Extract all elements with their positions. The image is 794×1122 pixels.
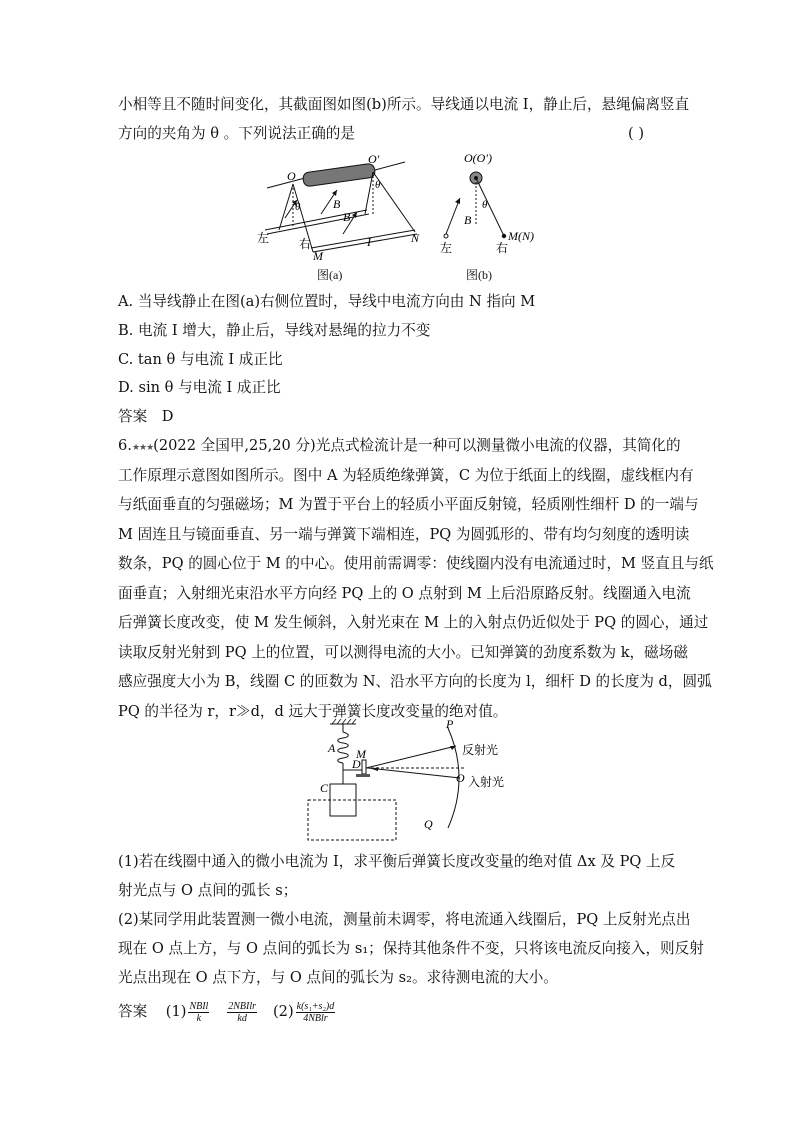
q6-line6: 面垂直；入射细光束沿水平方向经 PQ 上的 O 点射到 M 上后沿原路反射。线圈通入电流	[118, 585, 691, 602]
q5-stem-line1: 小相等且不随时间变化，其截面图如图(b)所示。导线通以电流 I，静止后，悬绳偏离竖直	[118, 96, 690, 113]
label-incident-light: 入射光	[468, 775, 505, 789]
option-a: A. 当导线静止在图(a)右侧位置时，导线中电流方向由 N 指向 M	[118, 293, 536, 310]
q6-line4: M 固连且与镜面垂直、另一端与弹簧下端相连，PQ 为圆弧形的、带有均匀刻度的透明读	[118, 526, 690, 543]
label-left: 左	[257, 231, 270, 245]
label-O-prime: O′	[368, 152, 380, 166]
answer-label: 答案	[118, 1003, 148, 1020]
label-P: P	[446, 717, 454, 731]
q6-line10: PQ 的半径为 r，r≫d，d 远大于弹簧长度改变量的绝对值。	[118, 703, 508, 720]
q6-line3: 与纸面垂直的匀强磁场；M 为置于平台上的轻质小平面反射镜，轻质刚性细杆 D 的一端与	[118, 496, 699, 513]
q6-sub2-line2: 现在 O 点上方，与 O 点间的弧长为 s₁；保持其他条件不变，只将该电流反向接入，则反射	[118, 940, 704, 957]
label-B-2: B	[343, 210, 351, 224]
q6-line1	[118, 436, 681, 458]
galvanometer-figure	[300, 717, 505, 848]
fraction-current: $\frac{\text{k(s₁+s₂)d}}{\text{4NBlr}}$	[296, 1000, 335, 1024]
q5-stem-line2: 方向的夹角为 θ 。下列说法正确的是	[118, 125, 355, 142]
q6-line1-text: (2022 全国甲,25,20 分)光点式检流计是一种可以测量微小电流的仪器，其简化的	[153, 437, 681, 454]
label-theta-b: θ	[482, 199, 488, 211]
label-B-1: B	[333, 197, 341, 211]
label-Q: Q	[424, 817, 433, 831]
q6-line5: 数条，PQ 的圆心位于 M 的中心。使用前需调零：使线圈内没有电流通过时，M 竖直且与纸	[118, 555, 714, 572]
figure-a	[255, 148, 430, 263]
figure-b-caption: 图(b)	[466, 268, 492, 282]
label-M: M	[313, 249, 323, 263]
label-N: N	[411, 231, 420, 245]
label-reflected-light: 反射光	[462, 743, 499, 757]
q6-sub2-line1: (2)某同学用此装置测一微小电流，测量前未调零，将电流通入线圈后，PQ 上反射光点出	[118, 911, 691, 928]
option-b: B. 电流 I 增大，静止后，导线对悬绳的拉力不变	[118, 322, 431, 339]
label-right-b: 右	[496, 241, 509, 255]
label-A: A	[328, 741, 336, 755]
label-left-b: 左	[440, 241, 453, 255]
q6-sub1-line2: 射光点与 O 点间的弧长 s；	[118, 882, 298, 899]
label-right: 右	[299, 237, 312, 251]
label-I: I	[367, 235, 371, 249]
q5-answer: 答案 D	[118, 408, 174, 425]
q6-line2: 工作原理示意图如图所示。图中 A 为轻质绝缘弹簧，C 为位于纸面上的线圈，虚线框内有	[118, 467, 694, 484]
answer-part1-label: (1)	[165, 1003, 187, 1020]
figure-a-caption: 图(a)	[317, 268, 343, 282]
fraction-s: $\frac{\text{2NBIlr}}{kd}$	[228, 1000, 257, 1024]
q6-sub1-line1: (1)若在线圈中通入的微小电流为 I，求平衡后弹簧长度改变量的绝对值 Δx 及 PQ 上反	[118, 853, 676, 870]
answer-bracket: ( )	[628, 125, 645, 142]
q6-sub2-line3: 光点出现在 O 点下方，与 O 点间的弧长为 s₂。求待测电流的大小。	[118, 969, 558, 986]
label-C: C	[320, 781, 329, 795]
q6-line9: 感应强度大小为 B，线圈 C 的匝数为 N、沿水平方向的长度为 l，细杆 D 的长度为 d，圆弧	[118, 673, 712, 690]
fraction-dx: $\frac{\text{NBIl}}{k}$	[189, 1000, 209, 1024]
label-theta-2: θ	[375, 179, 381, 191]
label-M-mirror: M	[356, 747, 366, 761]
label-O-O-prime: O(O′)	[464, 151, 492, 165]
q6-answer	[118, 1000, 337, 1024]
label-O: O	[287, 169, 296, 183]
label-O-arc: O	[456, 771, 465, 785]
option-c: C. tan θ 与电流 I 成正比	[118, 351, 283, 368]
label-M-N: M(N)	[508, 229, 534, 243]
label-theta-1: θ	[295, 201, 301, 213]
q6-number: 6.	[118, 437, 132, 454]
q6-line7: 后弹簧长度改变，使 M 发生倾斜，入射光束在 M 上的入射点仍近似处于 PQ 的圆心，通过	[118, 614, 709, 631]
label-D: D	[352, 757, 361, 771]
difficulty-stars: ★★★	[131, 443, 154, 453]
figure-b	[430, 148, 540, 263]
answer-part2-label: (2)	[272, 1003, 294, 1020]
q6-line8: 读取反射光射到 PQ 上的位置，可以测得电流的大小。已知弹簧的劲度系数为 k，磁场磁	[118, 644, 688, 661]
top-rod	[302, 163, 375, 187]
option-d: D. sin θ 与电流 I 成正比	[118, 379, 281, 396]
label-B-b: B	[464, 213, 472, 227]
